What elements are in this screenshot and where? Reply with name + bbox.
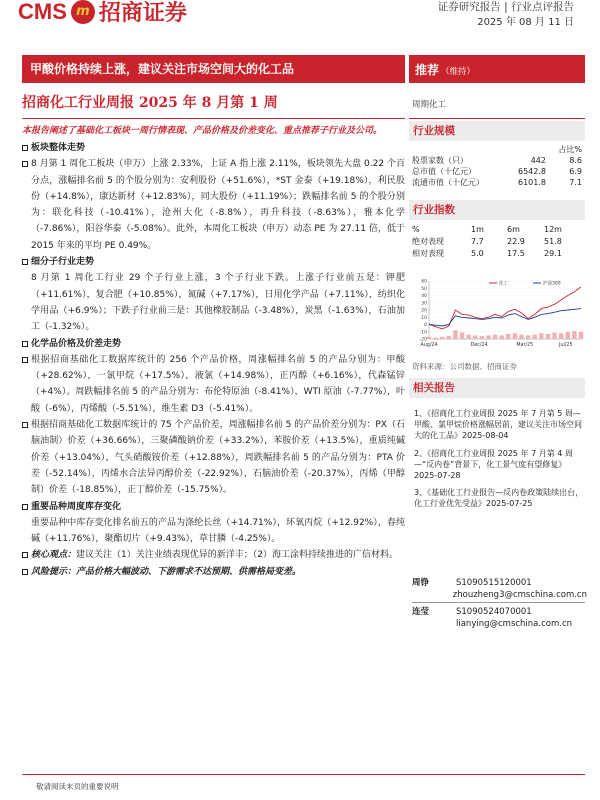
- industry-scale-title: 行业规模: [409, 121, 585, 141]
- industry-scale-table: [412, 144, 582, 188]
- section-paragraph: 8 月第 1 周化工板块（申万）上涨 2.33%，上证 A 指上涨 2.11%，板块领先大盘 0.22 个百分点，涨幅排名前 5 的个股分别为：安利股份（+51.6%），*ST 金泰（+19.18%），利民股份（+14.8%），康达新材（+12.83%），同大股份（+11.19%）；跌幅排名前 5 的个股分别为：联化科技（-10.41%），沧州大化（-8.8%），再升科技（-8.63%），雅本化学（-7.86%），阳谷华泰（-5.08%）。此外，本周化工板块（申万）动态 PE 为 27.11 倍，低于 2015 年来的平均 PE 0.49%。: [22, 156, 405, 254]
- x-tick-label: Jul/25: [559, 343, 573, 348]
- bullet-square-icon: [22, 145, 28, 151]
- y-tick-label: 10: [421, 315, 427, 321]
- bullet-square-icon: [22, 341, 28, 347]
- rating-main: 推荐: [415, 63, 440, 77]
- y-tick-label: 20: [421, 308, 427, 314]
- section-bullet: 根据招商基础化工数据库统计的 256 个产品价格，周涨幅排名前 5 的产品分别为：甲酸（+28.62%），一氯甲烷（+17.5%），液氯（+14.98%），正丙醇（+6.16%），代森锰锌（+4%）。周跌幅排名前 5 的产品分别为：布伦特原油（-8.41%），WTI 原油（-7.77%），叶酸（-6%），丙烯酸（-5.51%），维生素 D3（-5.41%）。: [22, 352, 405, 417]
- report-intro: 本报告阐述了基础化工板块一周行情表现、产品价格及价差变化、重点推荐子行业及公司。: [22, 126, 383, 136]
- section-bullet: 根据招商基础化工数据库统计的 75 个产品价差，周涨幅排名前 5 的产品价差分别为：PX（石脑油制）价差（+36.66%），三聚磷酸钠价差（+33.2%），苯胺价差（+13.5%），重质纯碱价差（+13.04%），气头硝酸铵价差（+12.88%），周跌幅排名前 5 的产品分别为：PTA 价差（-52.14%），丙烯水合法异丙醇价差（-22.92%），石脑油价差（-20.37%），丙烯（甲醇制）价差（-18.85%），正丁醇价差（-15.75%）。: [22, 417, 405, 498]
- x-tick-label: Dec/24: [470, 343, 488, 348]
- bullet-square-icon: [22, 569, 28, 575]
- series-line: [429, 287, 581, 329]
- volume-bar: [453, 330, 457, 339]
- bullet-square-icon: [22, 161, 28, 167]
- industry-index-title: 行业指数: [409, 200, 585, 220]
- volume-bar: [427, 337, 431, 339]
- volume-bar: [539, 333, 543, 339]
- industry-category: 周期化工: [412, 100, 447, 110]
- volume-bar: [579, 332, 583, 339]
- logo-text-cn: 招商证券: [98, 0, 187, 26]
- section-paragraph: 8 月第 1 周化工行业 29 个子行业上涨，3 个子行业下跌。上涨子行业前五是：钾肥（+11.61%），复合肥（+10.85%），氮碱（+7.17%），日用化学产品（+7.11%），纺织化学用品（+6.9%）；下跌子行业前三是：其他橡胶制品（-3.48%），炭黑（-1.63%），石油加工（-1.32%）。: [31, 273, 405, 333]
- table-row: 流通市值（十亿元） 6101.8 7.1: [412, 178, 582, 187]
- table-header: 占比%: [558, 145, 582, 154]
- volume-bar: [466, 335, 470, 339]
- industry-index-chart: [409, 277, 585, 353]
- section-paragraph: 重要品种中库存变化排名前五的产品为涤纶长丝（+14.71%），环氧丙烷（+12.92%），春纯碱（+11.76%），聚酯切片（+9.43%），草甘膦（-4.25%）。: [31, 517, 405, 545]
- bullet-square-icon: [22, 357, 28, 363]
- table-row: 相对表现 5.0 17.5 29.1: [412, 249, 562, 258]
- related-reports-title: 相关报告: [409, 378, 585, 398]
- volume-bar: [447, 336, 451, 339]
- volume-bar: [440, 337, 444, 339]
- legend-label: 化工: [499, 281, 508, 287]
- right-divider: [409, 118, 585, 119]
- rating-sub: （维持）: [441, 67, 476, 77]
- analyst-email[interactable]: lianying@cmschina.com.cn: [456, 619, 573, 629]
- table-header: % 1m 6m 12m: [412, 225, 562, 234]
- table-row: 绝对表现 7.7 22.9 51.8: [412, 237, 562, 246]
- table-row: 股票家数（只） 442 8.6: [412, 156, 582, 165]
- volume-bar: [572, 331, 576, 339]
- table-row: 总市值（十亿元） 6542.8 6.9: [412, 167, 582, 176]
- section-heading: 重要品种周度库存变化: [22, 499, 405, 515]
- industry-index-table: [412, 224, 582, 260]
- volume-bar: [566, 332, 570, 339]
- volume-bar: [493, 335, 497, 339]
- bullet-square-icon: [22, 422, 28, 428]
- rating-banner: [409, 55, 585, 83]
- y-tick-label: 30: [421, 301, 427, 307]
- company-logo: [18, 0, 187, 27]
- related-report-item[interactable]: 2、《招商化工行业周报 2025 年 7 月第 4 周—“反内卷”背景下，化工景气度有望修复》2025-07-28: [414, 448, 573, 481]
- analyst-id: S1090524070001: [456, 607, 532, 617]
- section-heading: 化学品价格及价差走势: [22, 336, 405, 352]
- volume-bar: [473, 335, 477, 339]
- volume-bar: [533, 335, 537, 339]
- y-tick-label: -10: [419, 330, 427, 336]
- y-tick-label: 60: [421, 279, 427, 285]
- volume-bar: [433, 338, 437, 339]
- y-tick-label: 0: [424, 323, 427, 329]
- analyst-name: 连莹: [412, 607, 430, 617]
- title-divider: [22, 118, 405, 119]
- volume-bar: [480, 336, 484, 339]
- volume-bar: [460, 332, 464, 339]
- page-header: [0, 0, 600, 40]
- analyst-email[interactable]: zhouzheng3@cmschina.com.cn: [452, 590, 587, 600]
- header-meta: [438, 0, 574, 30]
- y-tick-label: -20: [419, 337, 427, 343]
- volume-bar: [526, 335, 530, 339]
- report-body: [22, 124, 405, 580]
- report-category: 证券研究报告 | 行业点评报告: [437, 1, 574, 13]
- analyst-block: [412, 577, 587, 601]
- logo-mark-icon: m: [71, 0, 95, 24]
- bullet-square-icon: [22, 504, 28, 510]
- analyst-id: S1090515120001: [456, 578, 532, 588]
- x-tick-label: Mar/25: [516, 343, 534, 348]
- related-report-item[interactable]: 1、《招商化工行业周报 2025 年 7 月第 5 周—甲酸、氯甲烷价格涨幅居前，建议关注市场空间大的化工品》2025-08-04: [414, 409, 582, 441]
- volume-bar: [486, 335, 490, 339]
- volume-bar: [559, 333, 563, 339]
- volume-bar: [513, 333, 517, 339]
- related-reports-list: [414, 408, 584, 516]
- y-tick-label: 50: [421, 286, 427, 292]
- section-heading: 板块整体走势: [22, 140, 405, 156]
- bullet-square-icon: [22, 552, 28, 558]
- logo-text-en: CMS: [18, 0, 67, 24]
- report-title: 招商化工行业周报 2025 年 8 月第 1 周: [22, 95, 278, 111]
- footer-note: 敬请阅读末页的重要说明: [36, 782, 119, 791]
- investment-view: 核心观点：建议关注（1）关注业绩表现优异的新洋丰；（2）海工涂料持续推进的广信材料。: [22, 547, 405, 563]
- volume-bar: [499, 335, 503, 339]
- analyst-name: 周铮: [412, 578, 430, 588]
- headline-banner: 甲酸价格持续上涨，建议关注市场空间大的化工品: [22, 55, 405, 83]
- section-heading: 细分子行业走势: [22, 254, 405, 270]
- y-tick-label: 40: [421, 294, 427, 300]
- risk-warning: 风险提示：产品价格大幅波动、下游需求不达预期、供需格局变差。: [22, 564, 405, 580]
- related-report-item[interactable]: 3、《基础化工行业报告—反内卷政策陆续出台，化工行业优先受益》2025-07-25: [414, 488, 584, 509]
- volume-bar: [546, 334, 550, 339]
- report-date: 2025 年 08 月 11 日: [477, 17, 574, 28]
- x-tick-label: Aug/24: [420, 343, 438, 348]
- volume-bar: [519, 335, 523, 339]
- volume-bar: [552, 332, 556, 339]
- analyst-block: [412, 606, 587, 630]
- legend-label: 沪深300: [543, 281, 561, 287]
- chart-source: 资料来源：公司数据、招商证券: [412, 362, 517, 371]
- footer-divider: [22, 774, 585, 775]
- volume-bar: [506, 334, 510, 339]
- analyst-divider: [412, 602, 585, 603]
- bullet-square-icon: [22, 259, 28, 265]
